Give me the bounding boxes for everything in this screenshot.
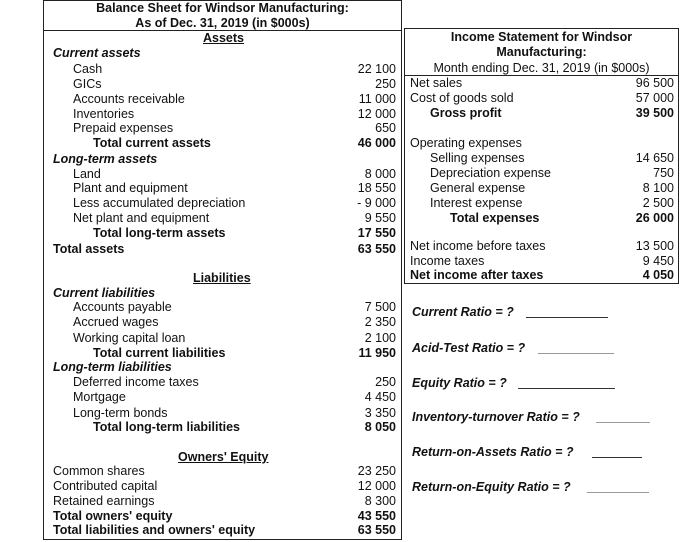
- value-total-assets: 63 550: [357, 242, 396, 256]
- equity-ratio-question: Equity Ratio = ?: [412, 376, 507, 390]
- current-ratio-question: Current Ratio = ?: [412, 305, 514, 319]
- assets-header: Assets: [203, 31, 244, 45]
- label-land: Land: [73, 167, 101, 181]
- value-accounts-receivable: 11 000: [358, 92, 396, 106]
- value-total-liabilities-equity: 63 550: [357, 523, 396, 537]
- label-general-expense: General expense: [430, 181, 526, 195]
- label-total-owners-equity: Total owners' equity: [53, 509, 173, 523]
- label-deferred-income-taxes: Deferred income taxes: [73, 375, 199, 389]
- label-long-term-bonds: Long-term bonds: [73, 406, 168, 420]
- value-inventories: 12 000: [357, 107, 396, 121]
- value-land: 8 000: [364, 167, 396, 181]
- label-total-liabilities-equity: Total liabilities and owners' equity: [53, 523, 256, 537]
- label-total-long-term-assets: Total long-term assets: [93, 226, 226, 240]
- label-common-shares: Common shares: [53, 464, 145, 478]
- balance-sheet-title-line2: As of Dec. 31, 2019 (in $000s): [135, 16, 310, 30]
- label-total-assets: Total assets: [53, 242, 125, 256]
- return-on-equity-question: Return-on-Equity Ratio = ?: [412, 480, 571, 494]
- value-total-long-term-liabilities: 8 050: [364, 420, 396, 434]
- label-net-sales: Net sales: [410, 76, 463, 90]
- value-mortgage: 4 450: [364, 390, 396, 404]
- value-gross-profit: 39 500: [635, 106, 674, 120]
- value-total-current-liabilities: 11 950: [358, 346, 396, 360]
- current-assets-label: Current assets: [53, 46, 141, 60]
- value-general-expense: 8 100: [642, 181, 674, 195]
- value-net-sales: 96 500: [635, 76, 674, 90]
- income-statement-title-line2: Manufacturing:: [496, 45, 587, 59]
- current-ratio-answer-blank[interactable]: [526, 317, 608, 318]
- operating-expenses-label: Operating expenses: [410, 136, 522, 150]
- value-income-taxes: 9 450: [642, 254, 674, 268]
- label-accounts-receivable: Accounts receivable: [73, 92, 185, 106]
- label-selling-expenses: Selling expenses: [430, 151, 525, 165]
- balance-sheet-title: [43, 1, 402, 31]
- balance-sheet-title-line1: Balance Sheet for Windsor Manufacturing:: [96, 1, 349, 15]
- value-accumulated-depreciation: - 9 000: [357, 196, 396, 210]
- value-long-term-bonds: 3 350: [364, 406, 396, 420]
- label-net-income-after-taxes: Net income after taxes: [410, 268, 544, 282]
- label-depreciation-expense: Depreciation expense: [430, 166, 551, 180]
- income-statement-period: Month ending Dec. 31, 2019 (in $000s): [433, 61, 650, 75]
- value-cogs: 57 000: [635, 91, 674, 105]
- liabilities-header: Liabilities: [193, 271, 251, 285]
- value-net-income-after-taxes: 4 050: [642, 268, 674, 282]
- value-accrued-wages: 2 350: [364, 315, 396, 329]
- label-cogs: Cost of goods sold: [410, 91, 514, 105]
- equity-ratio-answer-blank[interactable]: [518, 388, 615, 389]
- label-net-income-before-taxes: Net income before taxes: [410, 239, 546, 253]
- value-total-expenses: 26 000: [635, 211, 674, 225]
- label-income-taxes: Income taxes: [410, 254, 485, 268]
- acid-test-ratio-answer-blank[interactable]: [538, 353, 614, 354]
- return-on-assets-answer-blank[interactable]: [592, 457, 642, 458]
- label-total-current-liabilities: Total current liabilities: [93, 346, 226, 360]
- label-inventories: Inventories: [73, 107, 135, 121]
- current-liabilities-label: Current liabilities: [53, 286, 156, 300]
- acid-test-ratio-question: Acid-Test Ratio = ?: [412, 341, 526, 355]
- value-cash: 22 100: [357, 62, 396, 76]
- label-gics: GICs: [73, 77, 102, 91]
- long-term-liabilities-label: Long-term liabilities: [53, 360, 172, 374]
- owners-equity-header: Owners' Equity: [178, 450, 269, 464]
- value-selling-expenses: 14 650: [635, 151, 674, 165]
- inventory-turnover-answer-blank[interactable]: [596, 422, 650, 423]
- label-accrued-wages: Accrued wages: [73, 315, 159, 329]
- label-total-current-assets: Total current assets: [93, 136, 211, 150]
- long-term-assets-label: Long-term assets: [53, 152, 158, 166]
- label-net-plant-equipment: Net plant and equipment: [73, 211, 210, 225]
- value-gics: 250: [375, 77, 396, 91]
- label-working-capital-loan: Working capital loan: [73, 331, 186, 345]
- label-total-expenses: Total expenses: [450, 211, 540, 225]
- label-cash: Cash: [73, 62, 103, 76]
- value-total-long-term-assets: 17 550: [357, 226, 396, 240]
- income-statement-title: [404, 30, 679, 60]
- income-statement-title-line1: Income Statement for Windsor: [450, 30, 633, 44]
- value-accounts-payable: 7 500: [364, 300, 396, 314]
- value-prepaid-expenses: 650: [375, 121, 396, 135]
- value-total-owners-equity: 43 550: [357, 509, 396, 523]
- value-interest-expense: 2 500: [642, 196, 674, 210]
- value-contributed-capital: 12 000: [357, 479, 396, 493]
- value-net-plant-equipment: 9 550: [364, 211, 396, 225]
- label-total-long-term-liabilities: Total long-term liabilities: [93, 420, 241, 434]
- value-deferred-income-taxes: 250: [375, 375, 396, 389]
- value-depreciation-expense: 750: [653, 166, 674, 180]
- label-gross-profit: Gross profit: [430, 106, 502, 120]
- value-plant-equipment: 18 550: [357, 181, 396, 195]
- value-total-current-assets: 46 000: [357, 136, 396, 150]
- label-plant-equipment: Plant and equipment: [73, 181, 188, 195]
- return-on-equity-answer-blank[interactable]: [587, 492, 649, 493]
- value-working-capital-loan: 2 100: [364, 331, 396, 345]
- label-accumulated-depreciation: Less accumulated depreciation: [73, 196, 246, 210]
- label-prepaid-expenses: Prepaid expenses: [73, 121, 174, 135]
- label-accounts-payable: Accounts payable: [73, 300, 172, 314]
- label-interest-expense: Interest expense: [430, 196, 523, 210]
- label-retained-earnings: Retained earnings: [53, 494, 155, 508]
- return-on-assets-question: Return-on-Assets Ratio = ?: [412, 445, 574, 459]
- label-contributed-capital: Contributed capital: [53, 479, 158, 493]
- value-net-income-before-taxes: 13 500: [635, 239, 674, 253]
- inventory-turnover-ratio-question: Inventory-turnover Ratio = ?: [412, 410, 580, 424]
- value-common-shares: 23 250: [357, 464, 396, 478]
- label-mortgage: Mortgage: [73, 390, 126, 404]
- value-retained-earnings: 8 300: [364, 494, 396, 508]
